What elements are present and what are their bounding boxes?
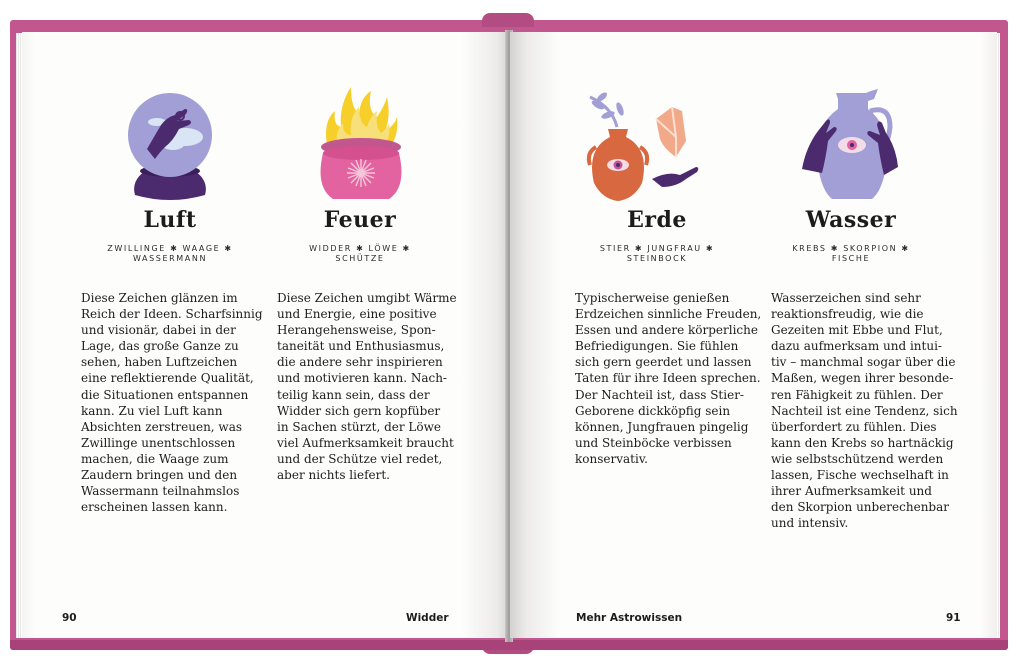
zodiac-signs: ZWILLINGE ✱ WAAGE ✱ WASSERMANN — [107, 244, 233, 263]
section-body-luft: Diese Zeichen glänzen im Reich der Ideen. Scharfsinnig und visionär, dabei in der Lage, das große Ganze zu sehen, haben Luftzeichen eine reflektierende Qualität, die Situationen entspannen kann. Zu viel Luft kann Absichten zerstreuen, was Zwillinge unentschlossen machen, die Waage zum Zaudern bringen und den Wassermann teilnahmslos erscheinen lassen kann. — [81, 291, 263, 515]
running-head: Mehr Astrowissen — [576, 612, 683, 624]
section-title: Erde — [627, 207, 687, 233]
right-page — [510, 32, 997, 638]
cauldron-fire-icon — [275, 87, 445, 207]
section-body-erde: Typischerweise genießen Erdzeichen sinnliche Freuden, Essen und andere körperliche Befriedigungen. Sie fühlen sich gern geerdet und lassen Taten für ihre Ideen sprechen. Der Nachteil ist, dass Stier- Geborene dickköpfig sein können, Jungfrauen pingelig und Steinböcke verbissen konservativ. — [575, 291, 762, 466]
page-number: 90 — [62, 612, 77, 624]
book-spine-top — [482, 13, 534, 27]
zodiac-signs: STIER ✱ JUNGFRAU ✱ STEINBOCK — [599, 244, 715, 263]
zodiac-signs: KREBS ✱ SKORPION ✱ FISCHE — [792, 244, 910, 263]
crystal-ball-icon — [85, 87, 255, 207]
section-body-wasser: Wasserzeichen sind sehr reaktionsfreudig, wie die Gezeiten mit Ebbe und Flut, dazu aufmerksam und intui- tiv – manchmal sogar über die Maßen, wegen ihrer besonde- ren Fähigkeit zu fühlen. Der Nachteil ist eine Tendenz, sich überfordert zu fühlen. Dies kann den Krebs so hartnäckig wie selbstschützend werden lassen, Fische wechselhaft in ihrer Aufmerksamkeit und den Skorpion unberechenbar und intensiv. — [771, 291, 958, 531]
section-title: Wasser — [805, 207, 897, 233]
page-number: 91 — [946, 612, 961, 624]
section-title: Luft — [143, 207, 197, 233]
zodiac-signs: WIDDER ✱ LÖWE ✱ SCHÜTZE — [309, 244, 411, 263]
section-title: Feuer — [323, 207, 397, 233]
section-body-feuer: Diese Zeichen umgibt Wärme und Energie, eine positive Herangehensweise, Spon- taneität und Enthusiasmus, die andere sehr inspirieren und motivieren kann. Nach- teilig kann sein, dass der Widder sich gern kopfüber in Sachen stürzt, der Löwe viel Aufmerksamkeit braucht und der Schütze viel redet, aber nichts liefert. — [277, 291, 457, 483]
running-head: Widder — [406, 612, 449, 624]
vase-crystal-icon — [572, 87, 742, 207]
water-jug-icon — [766, 87, 936, 207]
left-page — [22, 32, 508, 638]
